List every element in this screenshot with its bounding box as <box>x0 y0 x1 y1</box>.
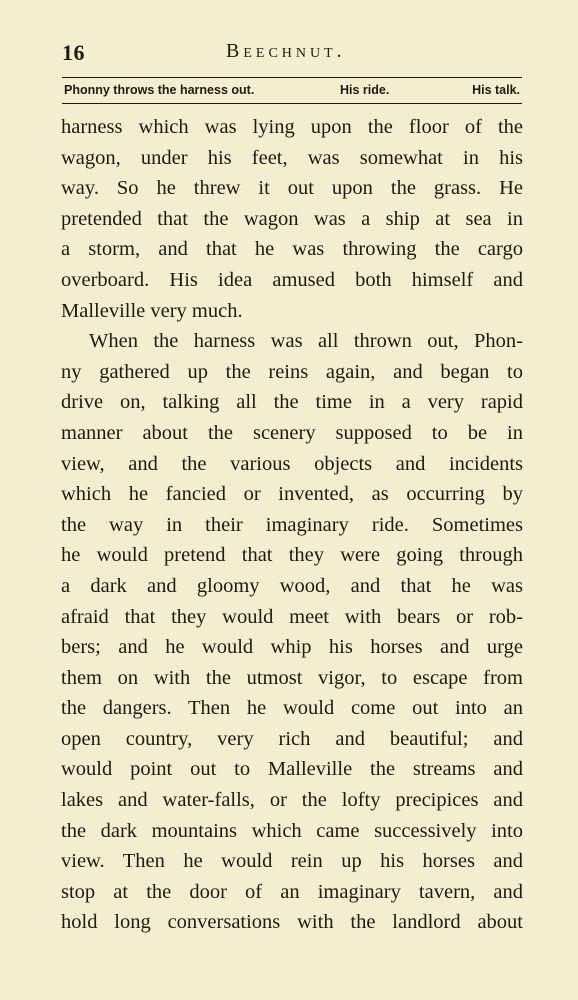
text-line: drive on, talking all the time in a very rapid <box>61 391 523 414</box>
text-line: them on with the utmost vigor, to escape from <box>61 666 523 689</box>
header-rule-top <box>62 77 522 78</box>
body-text <box>61 112 523 938</box>
subhead-harness: Phonny throws the harness out. <box>64 83 255 97</box>
text-line: manner about the scenery supposed to be in <box>61 421 523 444</box>
subhead-talk: His talk. <box>472 83 520 97</box>
text-line: view. Then he would rein up his horses and <box>61 850 523 873</box>
text-line: would point out to Malleville the streams and <box>61 758 523 781</box>
text-line: way. So he threw it out upon the grass. He <box>61 177 523 200</box>
text-line: the dangers. Then he would come out into an <box>61 697 523 720</box>
text-line: the way in their imaginary ride. Sometimes <box>61 513 523 536</box>
text-line: a storm, and that he was throwing the cargo <box>61 238 523 261</box>
text-line: open country, very rich and beautiful; and <box>61 727 523 750</box>
text-line: bers; and he would whip his horses and urge <box>61 636 523 659</box>
running-title: Beechnut. <box>226 40 346 62</box>
subhead-ride: His ride. <box>340 83 390 97</box>
page-number: 16 <box>62 40 85 65</box>
text-line: ny gathered up the reins again, and began to <box>61 360 523 383</box>
text-line: a dark and gloomy wood, and that he was <box>61 574 523 597</box>
text-line: wagon, under his feet, was somewhat in his <box>61 146 523 169</box>
text-line: the dark mountains which came successively into <box>61 819 523 842</box>
text-line: lakes and water-falls, or the lofty precipices and <box>61 789 523 812</box>
text-line: view, and the various objects and incidents <box>61 452 523 475</box>
text-line: afraid that they would meet with bears or rob- <box>61 605 523 628</box>
header-rule-bottom <box>62 103 522 104</box>
section-subheads <box>64 80 522 100</box>
text-line: pretended that the wagon was a ship at sea in <box>61 207 523 230</box>
text-line: Malleville very much. <box>61 299 243 322</box>
text-line: he would pretend that they were going through <box>61 544 523 567</box>
text-line: hold long conversations with the landlord about <box>61 911 523 934</box>
text-line: which he fancied or invented, as occurring by <box>61 483 523 506</box>
text-line: stop at the door of an imaginary tavern, and <box>61 880 523 903</box>
text-line: overboard. His idea amused both himself and <box>61 268 523 291</box>
text-line: When the harness was all thrown out, Phon- <box>89 330 523 353</box>
text-line: harness which was lying upon the floor of the <box>61 116 523 138</box>
